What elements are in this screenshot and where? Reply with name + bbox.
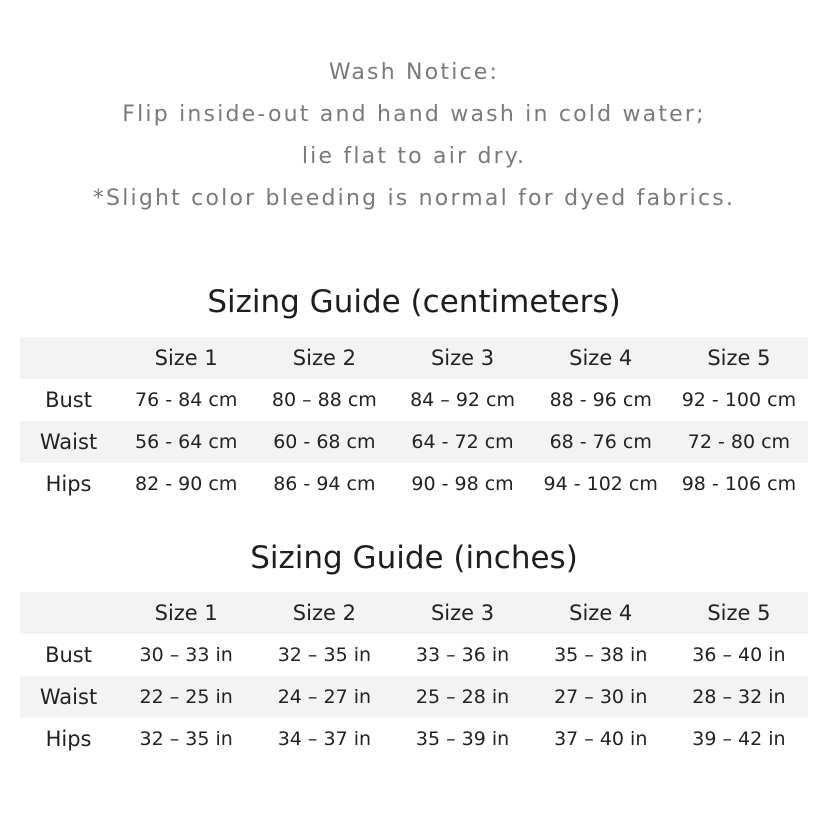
table-cell: 37 – 40 in: [554, 728, 648, 750]
table-cell: 22 – 25 in: [117, 676, 255, 718]
row-label: Waist: [20, 421, 117, 463]
table-cell: 27 – 30 in: [532, 676, 670, 718]
table-cell: 56 - 64 cm: [117, 421, 255, 463]
size-header: Size 3: [393, 592, 531, 634]
wash-notice-line-3: *Slight color bleeding is normal for dyed fabrics.: [92, 186, 736, 211]
size-header: Size 5: [670, 337, 808, 379]
table-row: [20, 463, 808, 505]
size-header: Size 4: [532, 592, 670, 634]
table-corner-cell: [20, 592, 117, 634]
table-cell: 94 - 102 cm: [543, 473, 658, 495]
table-cell: 64 - 72 cm: [393, 421, 531, 463]
table-cell: 72 - 80 cm: [670, 421, 808, 463]
row-label: Hips: [45, 472, 92, 496]
row-label: Waist: [20, 676, 117, 718]
row-label: Bust: [45, 643, 92, 667]
table-cell: 32 – 35 in: [277, 644, 372, 666]
cm-guide-title: Sizing Guide (centimeters): [207, 284, 621, 320]
inch-size-table: [20, 592, 808, 760]
table-row: [20, 718, 808, 760]
table-cell: 33 – 36 in: [415, 644, 510, 666]
size-header: Size 2: [255, 592, 393, 634]
table-row: [20, 676, 808, 718]
table-cell: 82 - 90 cm: [135, 473, 238, 495]
row-label: Bust: [45, 388, 92, 412]
table-cell: 98 - 106 cm: [681, 473, 797, 495]
table-cell: 60 - 68 cm: [255, 421, 393, 463]
table-cell: 25 – 28 in: [393, 676, 531, 718]
table-cell: 92 - 100 cm: [681, 389, 797, 411]
size-header: Size 3: [393, 337, 531, 379]
table-cell: 80 – 88 cm: [271, 389, 377, 411]
table-row: [20, 634, 808, 676]
table-corner-cell: [20, 337, 117, 379]
table-cell: 36 – 40 in: [692, 644, 786, 666]
table-cell: 35 – 38 in: [554, 644, 648, 666]
table-cell: 28 – 32 in: [670, 676, 808, 718]
table-header-row: [20, 592, 808, 634]
size-header: Size 1: [117, 592, 255, 634]
cm-size-table: [20, 337, 808, 505]
table-cell: 30 – 33 in: [139, 644, 233, 666]
inch-guide-title: Sizing Guide (inches): [250, 540, 578, 576]
wash-notice: [0, 52, 828, 220]
table-cell: 88 - 96 cm: [549, 389, 652, 411]
table-cell: 35 – 39 in: [415, 728, 510, 750]
wash-notice-line-1: Flip inside-out and hand wash in cold water;: [122, 102, 706, 127]
size-header: Size 4: [532, 337, 670, 379]
table-cell: 90 - 98 cm: [411, 473, 514, 495]
table-header-row: [20, 337, 808, 379]
wash-notice-heading: Wash Notice:: [328, 60, 500, 85]
table-row: [20, 421, 808, 463]
table-cell: 24 – 27 in: [255, 676, 393, 718]
size-header: Size 5: [670, 592, 808, 634]
table-cell: 34 – 37 in: [277, 728, 372, 750]
table-cell: 76 - 84 cm: [135, 389, 238, 411]
table-cell: 84 – 92 cm: [410, 389, 515, 411]
wash-notice-line-2: lie flat to air dry.: [301, 144, 527, 169]
table-cell: 39 – 42 in: [692, 728, 786, 750]
table-cell: 68 - 76 cm: [532, 421, 670, 463]
size-header: Size 1: [117, 337, 255, 379]
table-cell: 86 - 94 cm: [273, 473, 376, 495]
size-header: Size 2: [255, 337, 393, 379]
table-cell: 32 – 35 in: [139, 728, 233, 750]
table-row: [20, 379, 808, 421]
row-label: Hips: [45, 727, 92, 751]
